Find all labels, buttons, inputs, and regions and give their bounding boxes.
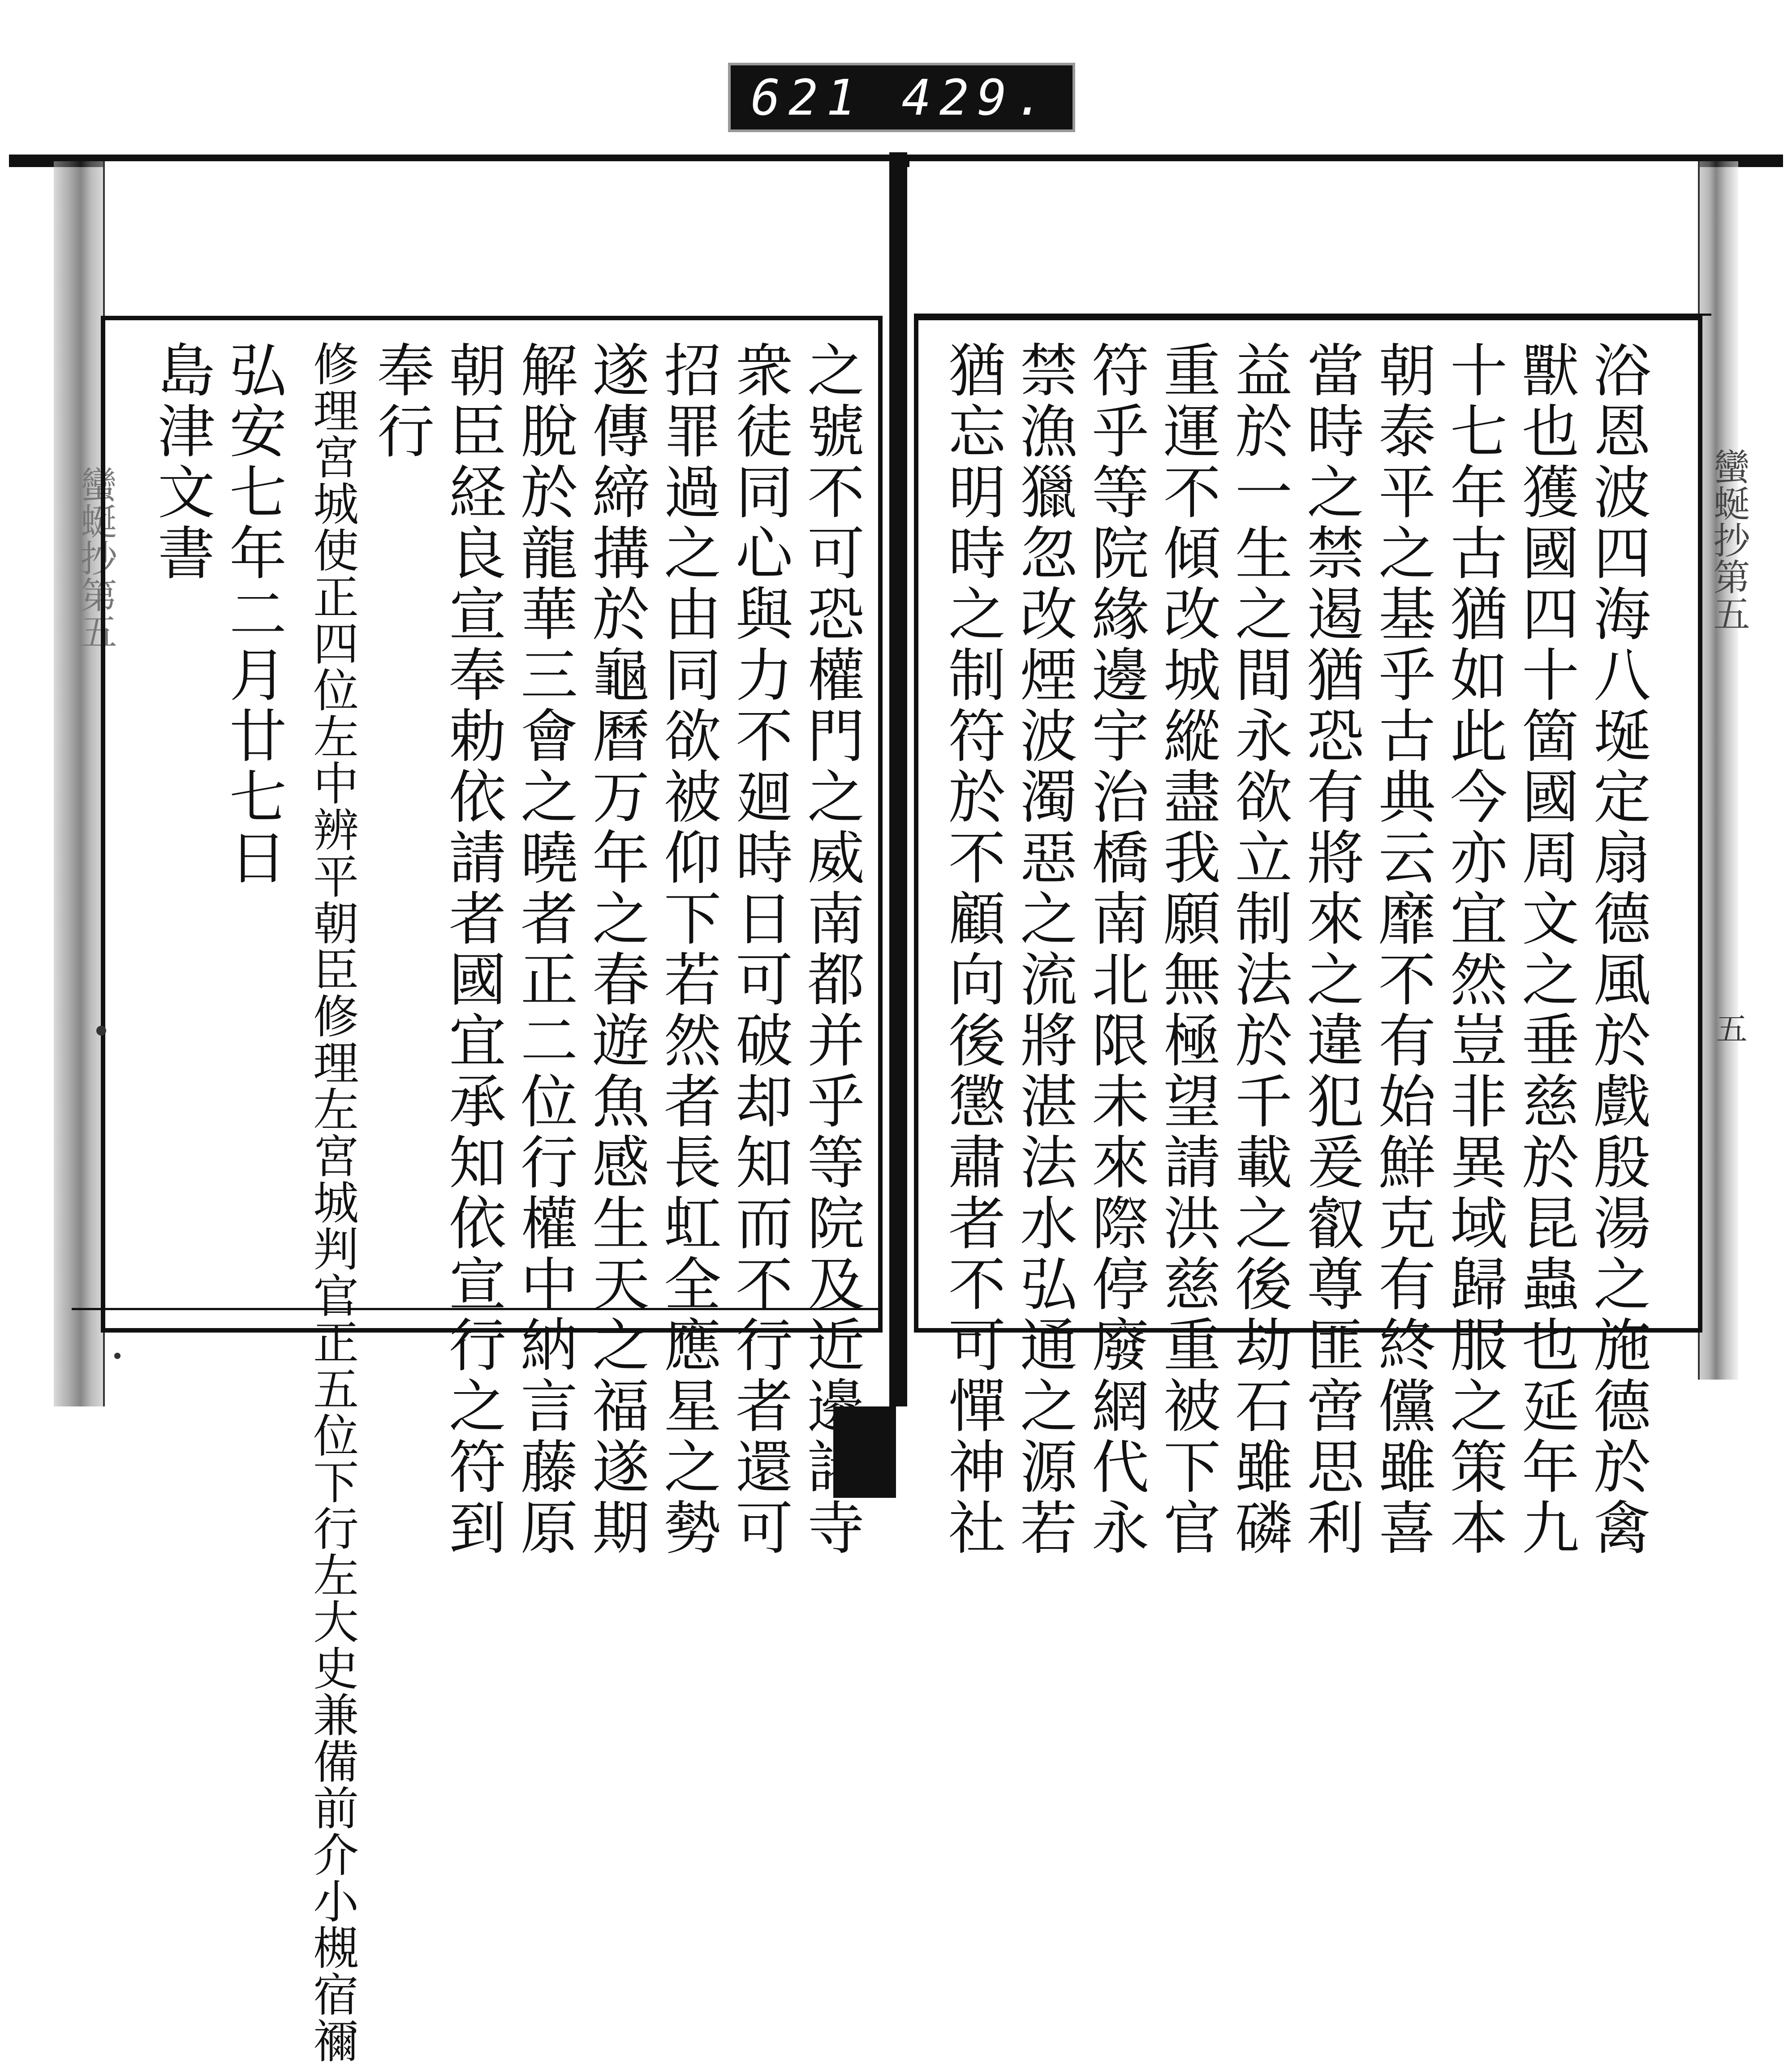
left-column-4: 遂傳締搆於龜曆万年之春遊魚感生天之福遂期 [582, 340, 649, 1559]
left-column-5: 解脫於龍華三會之曉者正二位行權中納言藤原 [511, 340, 577, 1559]
right-column-3: 十七年古猶如此今亦宜然豈非異域歸服之策本 [1440, 340, 1507, 1559]
right-column-10: 猶忘明時之制符於不顧向後懲肅者不可憚神社 [939, 340, 1005, 1559]
archive-number-label [728, 63, 1075, 132]
left-column-3: 招罪過之由同欲被仰下若然者長虹全應星之勢 [654, 340, 721, 1559]
left-column-6: 朝臣経良宣奉勅依請者國宜承知依宣行之符到 [439, 340, 506, 1559]
paper-speck [96, 1026, 106, 1036]
book-gutter [889, 152, 907, 1406]
left-column-2: 衆徒同心與力不廻時日可破却知而不行者還可 [726, 340, 793, 1559]
book-left-edge [54, 161, 108, 1406]
left-column-9-date: 弘安七年二月廿七日 [220, 340, 286, 889]
left-column-8: 修理宮城使正四位左中辨平朝臣修理左宮城判官正五位下行左大史兼備前介小槻宿禰 [306, 340, 359, 2064]
right-column-1: 浴恩波四海八埏定扇德風於戲殷湯之施德於禽 [1584, 340, 1650, 1559]
right-page-number: 五 [1711, 1012, 1748, 1044]
left-column-10-source: 島津文書 [148, 340, 215, 584]
archive-number-text: 621 429. [750, 69, 1053, 126]
right-column-2: 獸也獲國四十箇國周文之垂慈於昆蟲也延年九 [1512, 340, 1579, 1559]
right-margin-title: 蠻蜒抄第五 [1707, 448, 1750, 632]
right-column-5: 當時之禁遏猶恐有將來之違犯爰叡尊匪啻思利 [1297, 340, 1364, 1559]
right-column-6: 益於一生之間永欲立制法於千載之後劫石雖磷 [1225, 340, 1292, 1559]
right-column-9: 禁漁獵忽改煙波濁惡之流將湛法水弘通之源若 [1010, 340, 1077, 1559]
left-margin-title: 蠻蜒抄第五 [74, 466, 117, 649]
left-column-7: 奉行 [367, 340, 434, 462]
paper-speck [114, 1353, 121, 1359]
right-column-4: 朝泰平之基乎古典云靡不有始鮮克有終儻雖喜 [1369, 340, 1435, 1559]
left-column-1: 之號不可恐權門之威南都并乎等院及近邊諸寺 [797, 340, 864, 1559]
right-top-rule [914, 314, 1711, 316]
right-column-7: 重運不傾改城縱盡我願無極望請洪慈重被下官 [1154, 340, 1220, 1559]
right-column-8: 符乎等院緣邊宇治橋南北限未來際停廢網代永 [1082, 340, 1149, 1559]
